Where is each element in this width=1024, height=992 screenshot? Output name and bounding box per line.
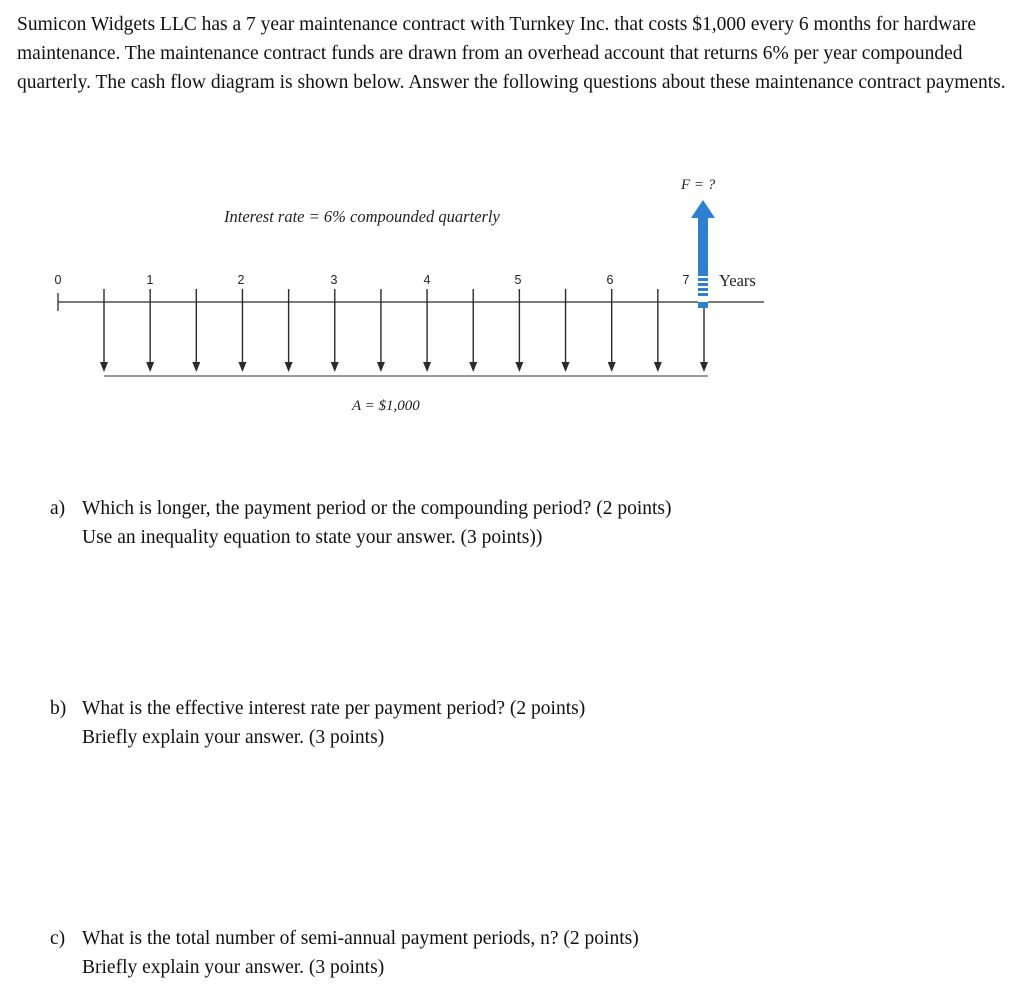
question-a [50, 494, 950, 552]
year-tick-label: 6 [606, 273, 614, 287]
question-letter: a) [50, 498, 66, 519]
question-text: What is the effective interest rate per payment period? (2 points) [82, 698, 586, 719]
question-subtext: Briefly explain your answer. (3 points) [82, 727, 385, 748]
year-tick-label: 4 [423, 273, 431, 287]
annuity-label: A = $1,000 [352, 398, 420, 414]
problem-statement: Sumicon Widgets LLC has a 7 year maintenance contract with Turnkey Inc. that costs $1,000 every 6 months for hardware maintenance. The maintenance contract funds are drawn from an overhead account that returns 6% per year compounded quarterly. The cash flow diagram is shown below. Answer the following questions about these maintenance contract payments. [17, 14, 1006, 93]
future-value-label: F = ? [681, 177, 716, 193]
cash-flow-diagram [0, 150, 1024, 440]
question-subtext: Briefly explain your answer. (3 points) [82, 957, 385, 978]
question-subtext: Use an inequality equation to state your answer. (3 points)) [82, 527, 543, 548]
question-letter: b) [50, 698, 67, 719]
question-text: What is the total number of semi-annual payment periods, n? (2 points) [82, 928, 639, 949]
question-letter: c) [50, 928, 66, 949]
year-tick-label: 2 [237, 273, 245, 287]
future-value-arrow [691, 200, 715, 308]
question-b [50, 694, 950, 752]
axis-years-label: Years [719, 271, 756, 290]
question-text: Which is longer, the payment period or the compounding period? (2 points) [82, 498, 672, 519]
year-tick-label: 1 [146, 273, 154, 287]
year-tick-label: 7 [682, 273, 690, 287]
year-tick-label: 3 [330, 273, 338, 287]
year-tick-label: 5 [514, 273, 522, 287]
cash-flow-svg [0, 150, 1024, 440]
year-tick-label: 0 [54, 273, 62, 287]
interest-rate-label: Interest rate = 6% compounded quarterly [224, 207, 500, 226]
question-c [50, 924, 950, 982]
